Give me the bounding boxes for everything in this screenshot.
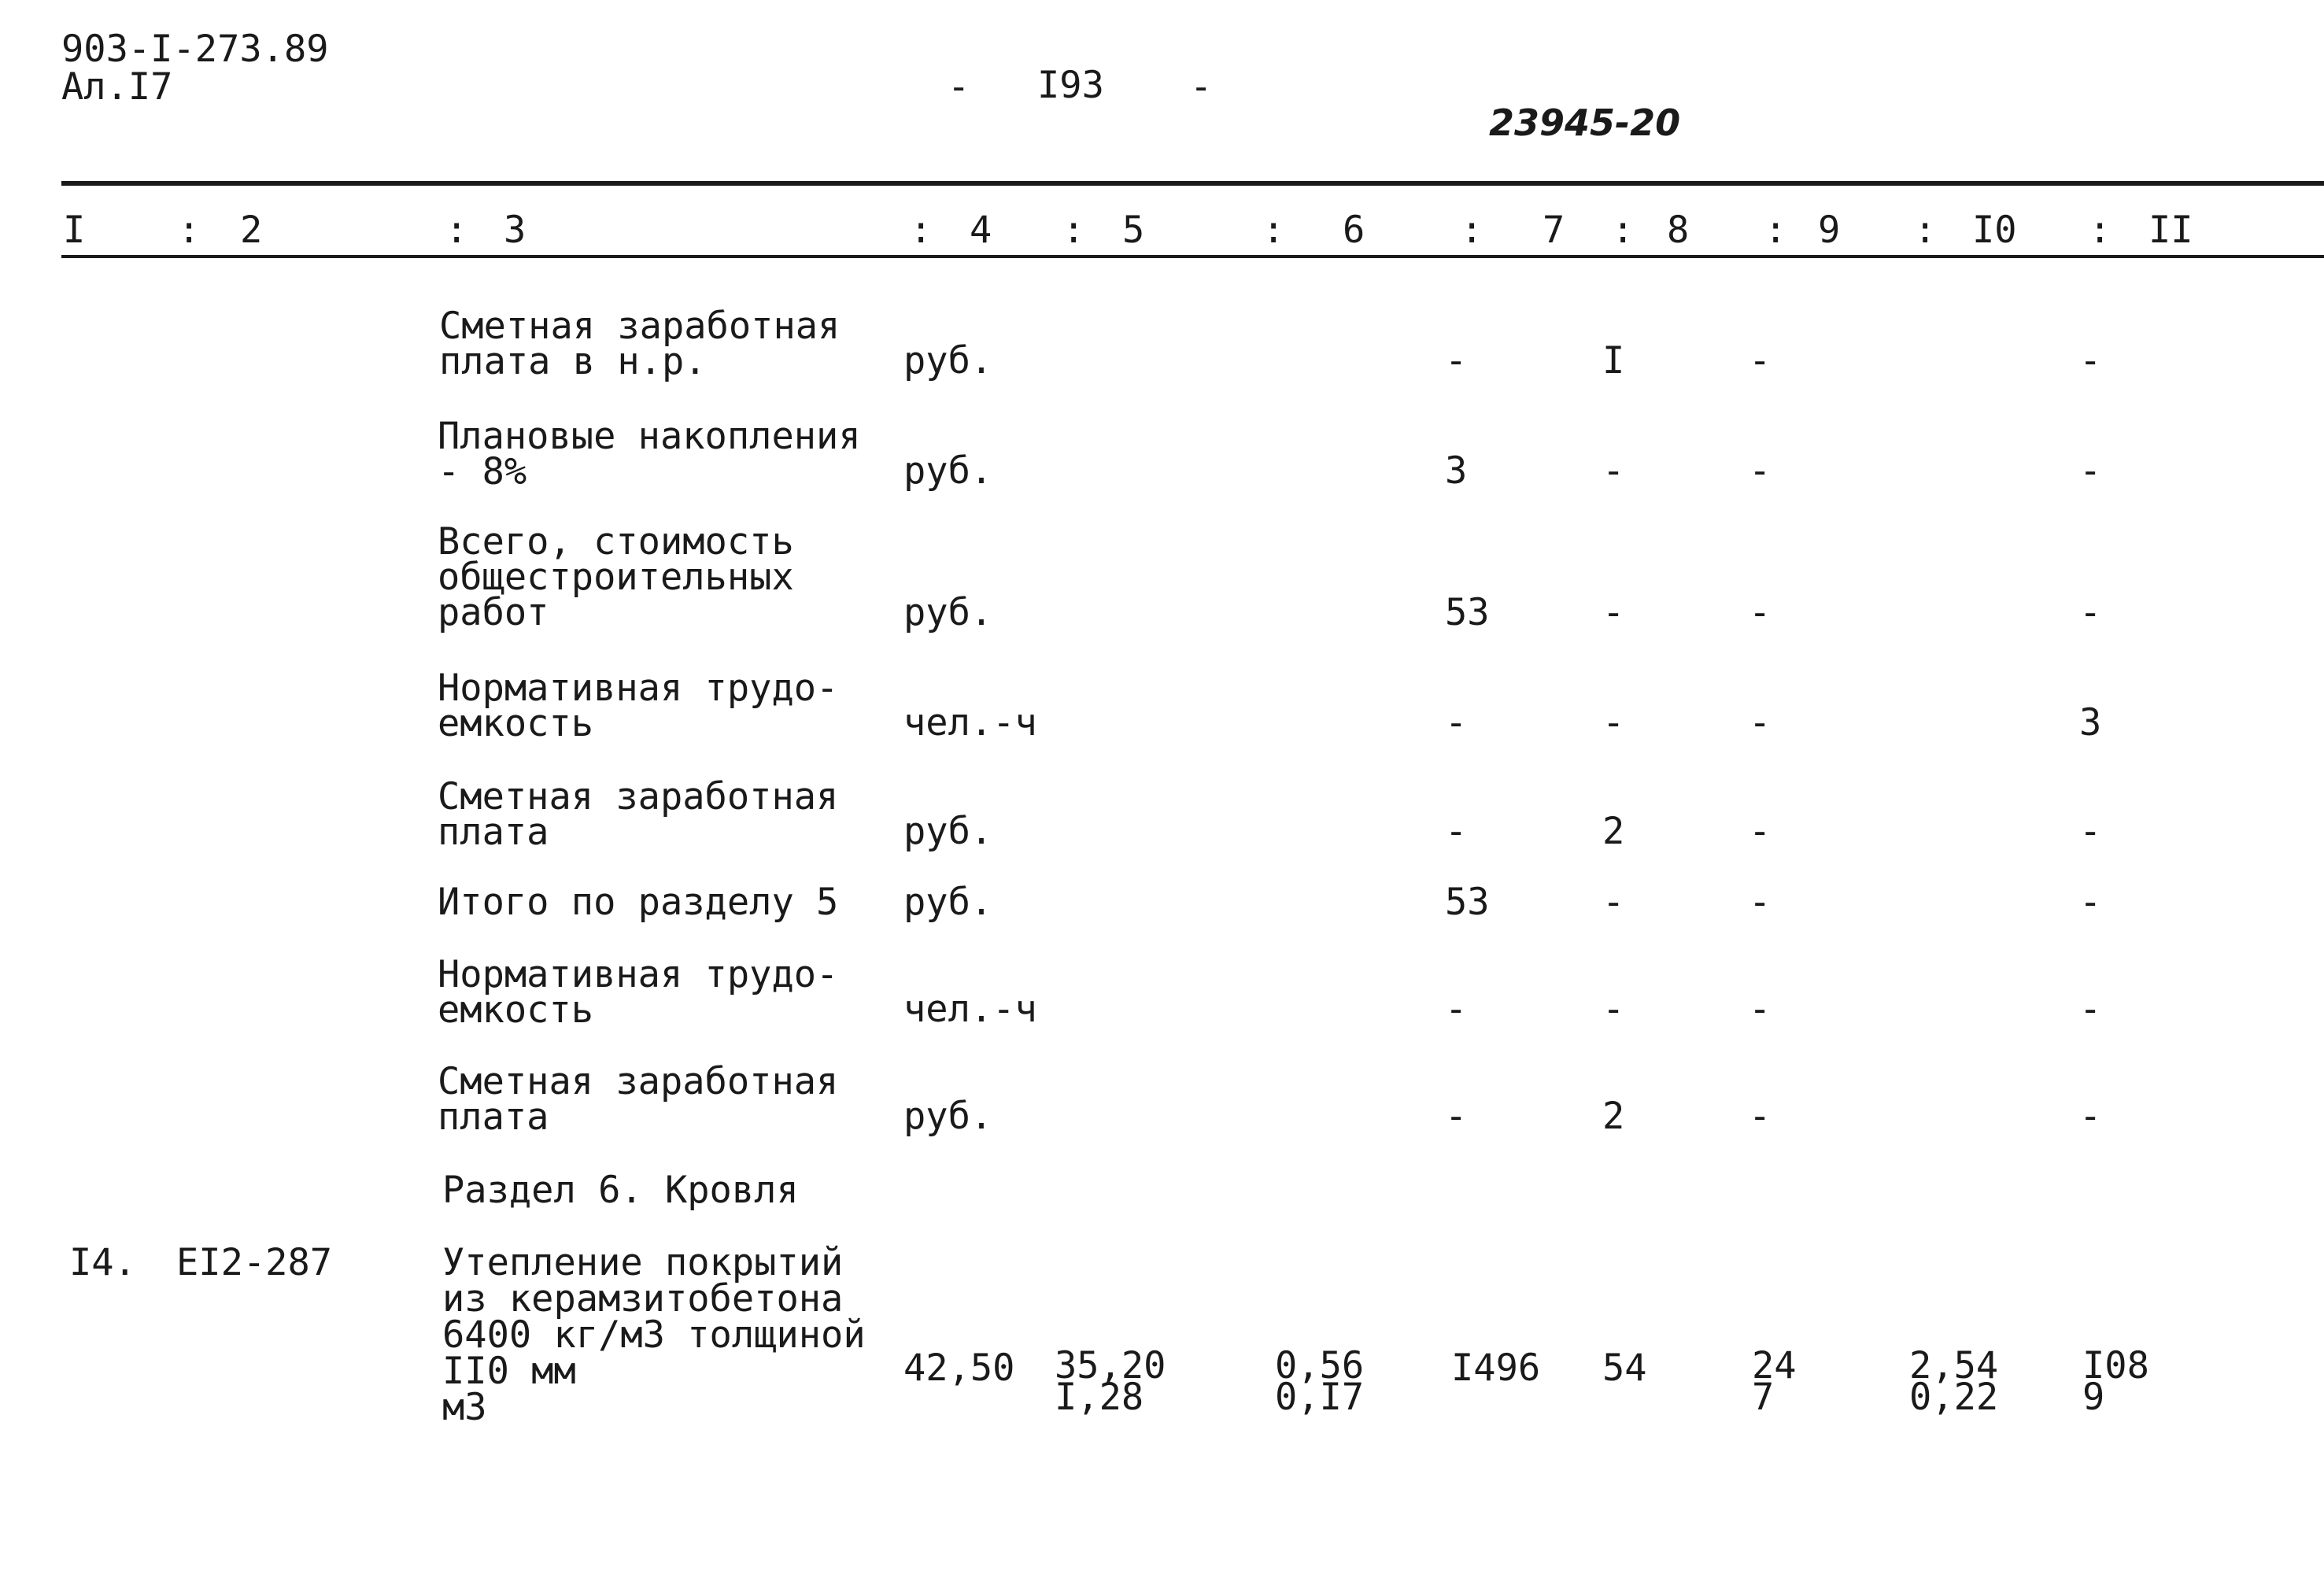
table-top-rule	[61, 181, 2324, 186]
col-separator: :	[1612, 209, 1635, 252]
row-description: Нормативная трудо- емкость	[438, 953, 839, 1032]
col-separator: :	[2089, 209, 2112, 252]
row-unit: руб.	[903, 810, 993, 853]
row-col-6: 0,56 0,I7	[1275, 1344, 1365, 1419]
row-unit: руб.	[903, 591, 993, 634]
row-description: Сметная заработная плата	[438, 1060, 839, 1139]
row-col-7: I496	[1451, 1346, 1541, 1390]
row-description: Утепление покрытий из керамзитобетона 6400 кг/м3 толщиной II0 мм м3	[442, 1241, 866, 1429]
section-heading: Раздел 6. Кровля	[442, 1169, 799, 1212]
row-col-9: -	[1749, 449, 1772, 493]
col-separator: :	[1914, 209, 1937, 252]
row-col-7: 3	[1445, 449, 1468, 493]
col-2-header: 2	[240, 209, 263, 252]
row-description: Итого по разделу 5	[438, 881, 839, 924]
row-description: Сметная заработная плата в н.р.	[439, 305, 841, 383]
col-5-header: 5	[1122, 209, 1145, 252]
col-separator: :	[1461, 209, 1483, 252]
col-6-header: 6	[1343, 209, 1365, 252]
page-number: I93	[1037, 64, 1104, 107]
row-col-7: 53	[1445, 591, 1490, 634]
row-unit: чел.-ч	[903, 988, 1037, 1031]
col-9-header: 9	[1818, 209, 1841, 252]
document-code: 903-I-273.89	[61, 28, 329, 71]
row-description: Сметная заработная плата	[438, 775, 839, 854]
col-separator: :	[1764, 209, 1787, 252]
row-unit: руб.	[903, 881, 993, 924]
col-separator: :	[178, 209, 201, 252]
row-col-9: -	[1749, 339, 1772, 382]
row-col-7: -	[1445, 988, 1468, 1031]
row-col-11: -	[2079, 591, 2102, 634]
row-col-9: -	[1749, 701, 1772, 744]
row-col-11: 3	[2079, 701, 2102, 744]
col-separator: :	[445, 209, 468, 252]
row-col-8: -	[1602, 988, 1625, 1031]
row-col-7: -	[1445, 701, 1468, 744]
row-col-9: 24 7	[1752, 1344, 1797, 1419]
col-separator: :	[1262, 209, 1285, 252]
row-description: Нормативная трудо- емкость	[438, 667, 839, 745]
col-4-header: 4	[970, 209, 992, 252]
row-col-11: -	[2079, 881, 2102, 924]
row-unit: чел.-ч	[903, 701, 1037, 744]
col-8-header: 8	[1667, 209, 1690, 252]
row-col-8: -	[1602, 701, 1625, 744]
col-3-header: 3	[504, 209, 527, 252]
col-11-header: II	[2148, 209, 2193, 252]
col-1-header: I	[63, 209, 86, 252]
row-col-9: -	[1749, 988, 1772, 1031]
row-col-4: 42,50	[903, 1346, 1015, 1390]
sheet-number: Ал.I7	[61, 65, 173, 109]
row-col-9: -	[1749, 1095, 1772, 1138]
row-col-9: -	[1749, 881, 1772, 924]
row-col-7: 53	[1445, 881, 1490, 924]
row-col-8: -	[1602, 881, 1625, 924]
row-col-11: -	[2079, 449, 2102, 493]
item-code: EI2-287	[176, 1241, 333, 1284]
row-col-5: 35,20 I,28	[1055, 1344, 1166, 1419]
col-separator: :	[910, 209, 933, 252]
row-col-11: -	[2079, 1095, 2102, 1138]
table-header-rule	[61, 255, 2324, 258]
row-unit: руб.	[903, 339, 993, 382]
row-col-11: -	[2079, 988, 2102, 1031]
row-unit: руб.	[903, 1095, 993, 1138]
inventory-number: 23945-20	[1489, 102, 1681, 144]
row-col-7: -	[1445, 339, 1468, 382]
row-col-8: -	[1602, 449, 1625, 493]
row-col-11: -	[2079, 339, 2102, 382]
row-col-7: -	[1445, 810, 1468, 853]
col-7-header: 7	[1543, 209, 1565, 252]
row-col-11: I08 9	[2082, 1344, 2149, 1419]
page-number-dash-right: -	[1190, 65, 1213, 109]
row-col-8: I	[1602, 339, 1625, 382]
row-unit: руб.	[903, 449, 993, 493]
row-col-8: 2	[1602, 810, 1625, 853]
col-separator: :	[1062, 209, 1085, 252]
row-col-8: -	[1602, 591, 1625, 634]
item-number: I4.	[69, 1241, 136, 1284]
row-col-9: -	[1749, 810, 1772, 853]
row-description: Плановые накопления - 8%	[438, 415, 861, 493]
row-col-7: -	[1445, 1095, 1468, 1138]
row-description: Всего, стоимость общестроительных работ	[438, 520, 794, 634]
col-10-header: I0	[1972, 209, 2017, 252]
row-col-11: -	[2079, 810, 2102, 853]
row-col-8: 2	[1602, 1095, 1625, 1138]
row-col-8: 54	[1602, 1346, 1647, 1390]
row-col-10: 2,54 0,22	[1909, 1344, 1999, 1419]
page-number-dash-left: -	[948, 65, 970, 109]
row-col-9: -	[1749, 591, 1772, 634]
